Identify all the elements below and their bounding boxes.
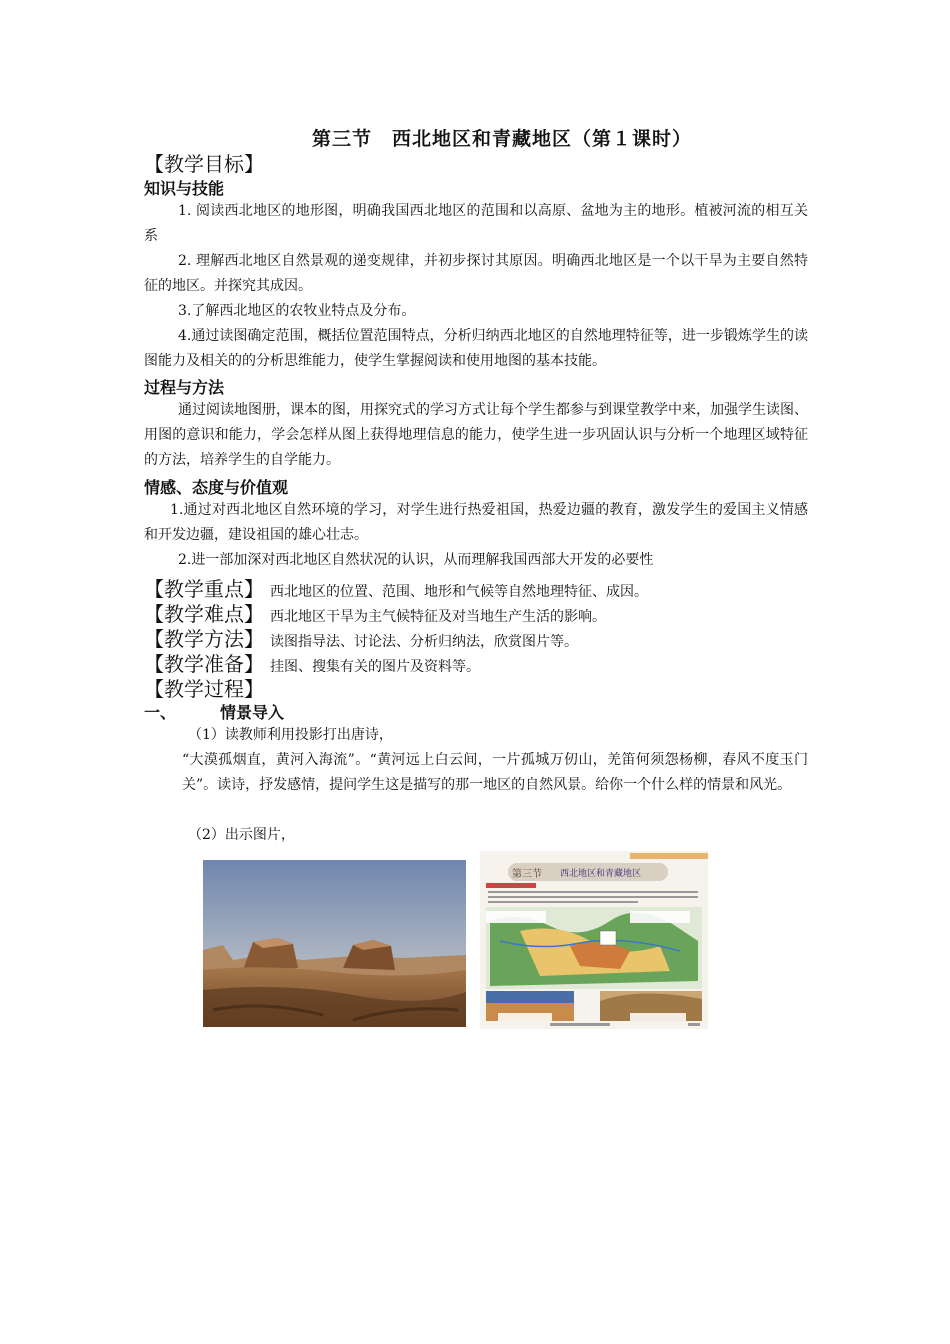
step1-label: （1）读教师利用投影打出唐诗，	[188, 727, 393, 743]
textbook-page-image	[480, 851, 708, 1029]
difficulties-text: 西北地区干旱为主气候特征及对当地生产生活的影响。	[270, 609, 606, 625]
key-points-text: 西北地区的位置、范围、地形和气候等自然地理特征、成因。	[270, 584, 648, 600]
knowledge-item-3: 3.了解西北地区的农牧业特点及分布。	[178, 303, 416, 319]
process-heading: 过程与方法	[144, 378, 225, 397]
desert-landscape-photo	[203, 860, 466, 1027]
page-title: 第三节 西北地区和青藏地区（第１课时）	[312, 128, 693, 150]
emotion-heading: 情感、态度与价值观	[144, 478, 289, 497]
step2-label: （2）出示图片，	[188, 827, 295, 843]
textbook-section-label: 第三节	[512, 869, 542, 880]
knowledge-heading: 知识与技能	[144, 179, 225, 198]
process-text: 通过阅读地图册，课本的图，用探究式的学习方式让每个学生都参与到课堂教学中来，加强学生读图、用图的意识和能力，学会怎样从图上获得地理信息的能力，使学生进一步巩固认识与分析一个地理区域特征的方法，培养学生的自学能力。	[144, 402, 808, 468]
knowledge-item-4: 4.通过读图确定范围，概括位置范围特点，分析归纳西北地区的自然地理特征等，进一步锻炼学生的读图能力及相关的的分析思维能力，使学生掌握阅读和使用地图的基本技能。	[144, 328, 808, 369]
key-points-heading: 【教学重点】	[144, 577, 264, 601]
section-one-title: 情景导入	[220, 703, 285, 722]
poem-text: “大漠孤烟直，黄河入海流”。“黄河远上白云间，一片孤城万仞山，羌笛何须怨杨柳，春风不度玉门关”。读诗，抒发感情，提问学生这是描写的那一地区的自然风景。给你一个什么样的情景和风光。	[182, 752, 808, 793]
section-one-number: 一、	[144, 703, 177, 722]
difficulties-heading: 【教学难点】	[144, 602, 264, 626]
methods-text: 读图指导法、讨论法、分析归纳法，欣赏图片等。	[270, 634, 578, 650]
knowledge-item-2: 2. 理解西北地区自然景观的递变规律，并初步探讨其原因。明确西北地区是一个以干旱为主要自然特征的地区。并探究其成因。	[144, 253, 808, 294]
procedure-heading: 【教学过程】	[144, 677, 264, 701]
preparation-text: 挂图、搜集有关的图片及资料等。	[270, 659, 480, 675]
textbook-section-title: 西北地区和青藏地区	[560, 869, 642, 879]
preparation-heading: 【教学准备】	[144, 652, 264, 676]
knowledge-item-1: 1. 阅读西北地区的地形图，明确我国西北地区的范围和以高原、盆地为主的地形。植被河流的相互关系	[144, 203, 808, 244]
methods-heading: 【教学方法】	[144, 627, 264, 651]
objectives-heading: 【教学目标】	[144, 152, 264, 176]
section-one-heading	[144, 700, 284, 723]
emotion-item-2: 2.进一部加深对西北地区自然状况的认识，从而理解我国西部大开发的必要性	[178, 552, 654, 568]
emotion-item-1: 1.通过对西北地区自然环境的学习，对学生进行热爱祖国，热爱边疆的教育，激发学生的爱国主义情感和开发边疆，建设祖国的雄心壮志。	[144, 502, 808, 543]
